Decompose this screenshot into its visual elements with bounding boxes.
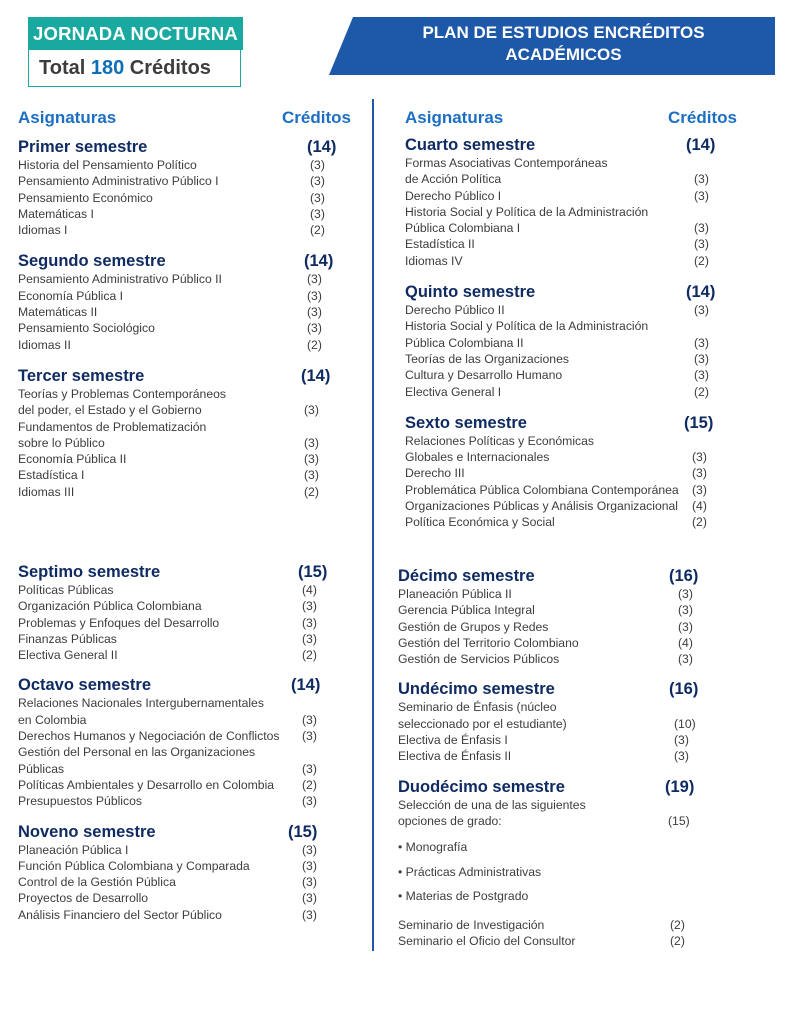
subject-row: [405, 351, 765, 367]
subject-row: [398, 651, 768, 667]
semester-title: Octavo semestre: [18, 676, 151, 695]
subject-row: [398, 699, 768, 715]
semester-title: Duodécimo semestre: [398, 777, 565, 796]
subject-name: Relaciones Nacionales Intergubernamentales: [18, 696, 264, 711]
semester-title: Quinto semestre: [405, 283, 536, 302]
semester-credits: (14): [307, 138, 337, 156]
subject-row: [18, 615, 358, 631]
subject-name: Matemáticas I: [18, 206, 94, 221]
subject-row: [18, 190, 358, 206]
subject-row: [18, 631, 358, 647]
subject-name: Idiomas I: [18, 223, 68, 238]
subject-name: Gerencia Pública Integral: [398, 603, 535, 618]
subject-name: Pensamiento Sociológico: [18, 321, 155, 336]
subject-row: [398, 602, 768, 618]
subject-credits: (3): [310, 206, 325, 221]
subject-row: [398, 797, 768, 813]
subject-row: [18, 842, 358, 858]
semester-title: Noveno semestre: [18, 822, 156, 841]
page-title: [352, 22, 775, 66]
subject-row: [405, 236, 765, 252]
subject-credits: (2): [307, 337, 322, 352]
subject-name: Historia del Pensamiento Político: [18, 158, 197, 172]
subject-name: Idiomas III: [18, 484, 75, 499]
subject-name: Pública Colombiana I: [405, 221, 521, 236]
subject-credits: (3): [307, 272, 322, 287]
semester-credits: (14): [686, 136, 716, 154]
subject-name: Estadística I: [18, 468, 85, 483]
subject-name: Gestión del Personal en las Organizaciones: [18, 745, 256, 760]
subject-name: Economía Pública II: [18, 452, 127, 467]
subject-credits: (3): [302, 761, 317, 776]
semester-block: [18, 822, 358, 923]
subject-name: Fundamentos de Problematización: [18, 419, 207, 434]
subject-row: [398, 732, 768, 748]
subject-name: Problemas y Enfoques del Desarrollo: [18, 615, 220, 630]
subject-credits: (3): [310, 174, 325, 189]
subject-name: Idiomas II: [18, 337, 71, 352]
page-title-line2: ACADÉMICOS: [505, 45, 622, 64]
subject-row: [18, 304, 358, 320]
subject-name: Planeación Pública II: [398, 587, 512, 601]
subject-row: [405, 384, 765, 400]
subject-row: [405, 449, 765, 465]
semester-title: Segundo semestre: [18, 252, 166, 271]
subject-name: Globales e Internacionales: [405, 450, 550, 465]
semester-credits: (16): [669, 680, 699, 699]
semester-title: Cuarto semestre: [405, 136, 536, 154]
subject-name: Estadística II: [405, 237, 475, 252]
subject-row: [405, 498, 765, 514]
subject-credits: (4): [678, 635, 693, 650]
subject-credits: (3): [694, 188, 709, 203]
subject-name: Planeación Pública I: [18, 842, 129, 857]
subject-name: en Colombia: [18, 712, 87, 727]
subject-row: [18, 874, 358, 890]
subject-name: Análisis Financiero del Sector Público: [18, 907, 222, 922]
subject-credits: (3): [678, 603, 693, 618]
subject-row: [398, 933, 768, 949]
subject-row: [18, 288, 358, 304]
subject-name: Formas Asociativas Contemporáneas: [405, 156, 608, 170]
subject-name: Seminario de Énfasis (núcleo: [398, 700, 557, 715]
subject-credits: (3): [307, 321, 322, 336]
subject-row: [18, 206, 358, 222]
semester-block: [405, 135, 765, 269]
semester-credits: (15): [684, 413, 714, 432]
page-title-line1: PLAN DE ESTUDIOS ENCRÉDITOS: [422, 23, 705, 42]
subject-credits: (3): [302, 907, 317, 922]
left-bottom-column: [18, 562, 358, 923]
credits-header-left: Créditos: [282, 108, 351, 127]
subject-row: [405, 204, 765, 220]
subject-name: Cultura y Desarrollo Humano: [405, 368, 563, 383]
subjects-header-right: Asignaturas: [405, 108, 504, 127]
subject-credits: (3): [678, 652, 693, 667]
subject-credits: (3): [694, 237, 709, 252]
subject-name: Derecho Público I: [405, 188, 502, 203]
subject-credits: (3): [674, 749, 689, 764]
subject-row: [18, 890, 358, 906]
subject-credits: (2): [302, 648, 317, 663]
subject-name: Derecho Público II: [405, 303, 505, 318]
subject-name: Selección de una de las siguientes: [398, 797, 586, 812]
subject-name: Electiva de Énfasis I: [398, 733, 508, 748]
subject-name: Idiomas IV: [405, 253, 463, 268]
subject-row: [405, 433, 765, 449]
subject-row: [18, 222, 358, 238]
subject-row: [18, 157, 358, 173]
semester-block: [398, 777, 768, 950]
subject-row: [18, 728, 358, 744]
semester-block: [18, 675, 358, 809]
program-badge: [28, 17, 243, 89]
subject-credits: (10): [674, 716, 696, 731]
semester-block: [18, 562, 358, 663]
semester-block: [398, 679, 768, 764]
subject-credits: (2): [670, 934, 685, 949]
subject-row: [18, 582, 358, 598]
subject-row: [18, 793, 358, 809]
semester-credits: (15): [288, 822, 318, 841]
subject-row: [405, 302, 765, 318]
subject-name: Gestión de Servicios Públicos: [398, 652, 560, 667]
semester-credits: (14): [301, 366, 331, 385]
subject-name: Gestión de Grupos y Redes: [398, 619, 549, 634]
subject-row: [398, 635, 768, 651]
subject-row: [18, 712, 358, 728]
subject-name: Derecho III: [405, 466, 465, 481]
subject-credits: (3): [310, 158, 325, 172]
subject-name: Pensamiento Administrativo Público II: [18, 272, 222, 287]
subject-credits: (3): [304, 452, 319, 467]
subject-name: Política Económica y Social: [405, 515, 555, 530]
subject-row: [18, 907, 358, 923]
subject-row: [18, 337, 358, 353]
semester-credits: (16): [669, 567, 699, 585]
subject-name: Economía Pública I: [18, 288, 124, 303]
degree-option: • Materias de Postgrado: [398, 889, 529, 904]
semester-block: [18, 366, 358, 500]
semester-credits: (14): [304, 252, 334, 271]
subject-row: [405, 465, 765, 481]
credits-header-right: Créditos: [668, 108, 737, 127]
subject-credits: (3): [302, 858, 317, 873]
subject-row: [398, 619, 768, 635]
subject-credits: (3): [307, 288, 322, 303]
subject-row: [18, 777, 358, 793]
subject-credits: (3): [302, 631, 317, 646]
subject-name: Seminario de Investigación: [398, 917, 545, 932]
subject-row: [398, 716, 768, 732]
subject-name: Función Pública Colombiana y Comparada: [18, 858, 250, 873]
subject-credits: (2): [692, 515, 707, 530]
subject-credits: (3): [694, 368, 709, 383]
subject-name: Gestión del Territorio Colombiano: [398, 635, 579, 650]
total-prefix: Total: [39, 57, 86, 79]
semester-block: [18, 251, 358, 352]
subject-row: [18, 858, 358, 874]
subject-name: seleccionado por el estudiante): [398, 716, 567, 731]
subject-name: Presupuestos Públicos: [18, 794, 142, 809]
subject-credits: (3): [694, 351, 709, 366]
total-number: 180: [90, 57, 125, 79]
subject-name: Proyectos de Desarrollo: [18, 891, 149, 906]
subject-row: [18, 451, 358, 467]
subject-row: [405, 335, 765, 351]
subject-row: [398, 917, 768, 933]
semester-credits: (19): [665, 777, 695, 796]
subject-row: [398, 813, 768, 829]
total-suffix: Créditos: [129, 57, 211, 79]
subject-row: [18, 598, 358, 614]
subject-name: Derechos Humanos y Negociación de Conflictos: [18, 729, 280, 744]
subject-name: Finanzas Públicas: [18, 631, 117, 646]
subject-credits: (3): [692, 466, 707, 481]
subject-credits: (3): [302, 794, 317, 809]
left-top-column: [18, 137, 358, 500]
subject-row: [405, 188, 765, 204]
subject-credits: (2): [310, 223, 325, 238]
semester-title: Undécimo semestre: [398, 680, 555, 699]
subject-name: Seminario el Oficio del Consultor: [398, 934, 576, 949]
subject-credits: (3): [694, 172, 709, 187]
subject-credits: (3): [678, 587, 693, 601]
semester-block: [405, 413, 765, 531]
semester-block: [18, 137, 358, 238]
subject-row: [18, 386, 358, 402]
subject-row: [18, 419, 358, 435]
subject-name: Pensamiento Administrativo Público I: [18, 174, 219, 189]
subject-row: [18, 744, 358, 760]
subject-name: del poder, el Estado y el Gobierno: [18, 403, 202, 418]
semester-title: Septimo semestre: [18, 563, 161, 581]
subject-name: Organizaciones Públicas y Análisis Organizacional: [405, 499, 679, 514]
subject-row: [405, 482, 765, 498]
subject-name: Problemática Pública Colombiana Contemporánea: [405, 482, 679, 497]
subject-credits: (2): [302, 777, 317, 792]
subject-name: sobre lo Público: [18, 435, 105, 450]
subject-row: [405, 220, 765, 236]
subject-credits: (3): [674, 733, 689, 748]
subject-name: Control de la Gestión Pública: [18, 875, 176, 890]
semester-title: Décimo semestre: [398, 567, 535, 585]
subject-name: Políticas Ambientales y Desarrollo en Colombia: [18, 777, 275, 792]
subject-credits: (3): [692, 450, 707, 465]
subject-name: Pensamiento Económico: [18, 190, 153, 205]
semester-credits: (14): [686, 283, 716, 302]
semester-credits: (14): [291, 676, 321, 695]
semester-block: [398, 566, 768, 667]
subject-credits: (3): [302, 712, 317, 727]
degree-option: • Prácticas Administrativas: [398, 864, 542, 879]
semester-title: Sexto semestre: [405, 413, 527, 432]
subject-name: opciones de grado:: [398, 813, 502, 828]
subject-row: [398, 586, 768, 602]
subject-name: Electiva General II: [18, 648, 118, 663]
subject-credits: (3): [304, 435, 319, 450]
subject-name: Relaciones Políticas y Económicas: [405, 433, 594, 448]
semester-title: Primer semestre: [18, 138, 148, 156]
subject-credits: (3): [302, 875, 317, 890]
subject-name: Electiva de Énfasis II: [398, 749, 512, 764]
subject-credits: (3): [304, 468, 319, 483]
subject-row: [405, 171, 765, 187]
schedule-label: JORNADA NOCTURNA: [28, 17, 243, 50]
subject-row: [18, 271, 358, 287]
subject-credits: (3): [302, 599, 317, 614]
semester-block: [405, 282, 765, 400]
subject-credits: (3): [694, 303, 709, 318]
subject-row: [18, 484, 358, 500]
subjects-header-left: Asignaturas: [18, 108, 117, 127]
subject-row: [18, 761, 358, 777]
subject-credits: (3): [304, 403, 319, 418]
column-divider: [372, 99, 374, 951]
subject-name: Teorías y Problemas Contemporáneos: [18, 386, 226, 401]
subject-credits: (3): [694, 221, 709, 236]
subject-name: de Acción Política: [405, 172, 502, 187]
subject-credits: (2): [694, 384, 709, 399]
subject-credits: (15): [668, 813, 690, 828]
semester-credits: (15): [298, 563, 328, 581]
subject-credits: (3): [302, 891, 317, 906]
subject-name: Historia Social y Política de la Administración: [405, 204, 649, 219]
subject-name: Políticas Públicas: [18, 583, 114, 597]
subject-credits: (2): [694, 253, 709, 268]
semester-title: Tercer semestre: [18, 366, 145, 385]
subject-name: Historia Social y Política de la Administración: [405, 319, 649, 334]
right-bottom-column: [398, 566, 768, 949]
subject-credits: (3): [694, 335, 709, 350]
subject-row: [405, 514, 765, 530]
subject-row: [18, 320, 358, 336]
subject-credits: (3): [692, 482, 707, 497]
subject-credits: (4): [302, 583, 317, 597]
right-top-column: [405, 135, 765, 531]
subject-credits: (3): [302, 729, 317, 744]
subject-credits: (3): [678, 619, 693, 634]
subject-credits: (2): [670, 917, 685, 932]
total-credits-label: [28, 50, 241, 87]
subject-row: [405, 155, 765, 171]
subject-row: [398, 748, 768, 764]
subject-credits: (4): [692, 499, 707, 514]
subject-name: Públicas: [18, 761, 65, 776]
subject-credits: (3): [302, 615, 317, 630]
subject-row: [18, 695, 358, 711]
subject-credits: (3): [302, 842, 317, 857]
subject-credits: (3): [307, 305, 322, 320]
subject-name: Organización Pública Colombiana: [18, 599, 202, 614]
subject-row: [18, 467, 358, 483]
subject-row: [405, 367, 765, 383]
subject-row: [18, 173, 358, 189]
subject-name: Matemáticas II: [18, 305, 98, 320]
subject-name: Electiva General I: [405, 384, 502, 399]
subject-row: [405, 253, 765, 269]
degree-option: • Monografía: [398, 840, 468, 855]
subject-credits: (3): [310, 190, 325, 205]
subject-row: [405, 318, 765, 334]
subject-name: Teorías de las Organizaciones: [405, 351, 569, 366]
subject-row: [18, 647, 358, 663]
subject-credits: (2): [304, 484, 319, 499]
subject-name: Pública Colombiana II: [405, 335, 524, 350]
subject-row: [18, 402, 358, 418]
subject-row: [18, 435, 358, 451]
